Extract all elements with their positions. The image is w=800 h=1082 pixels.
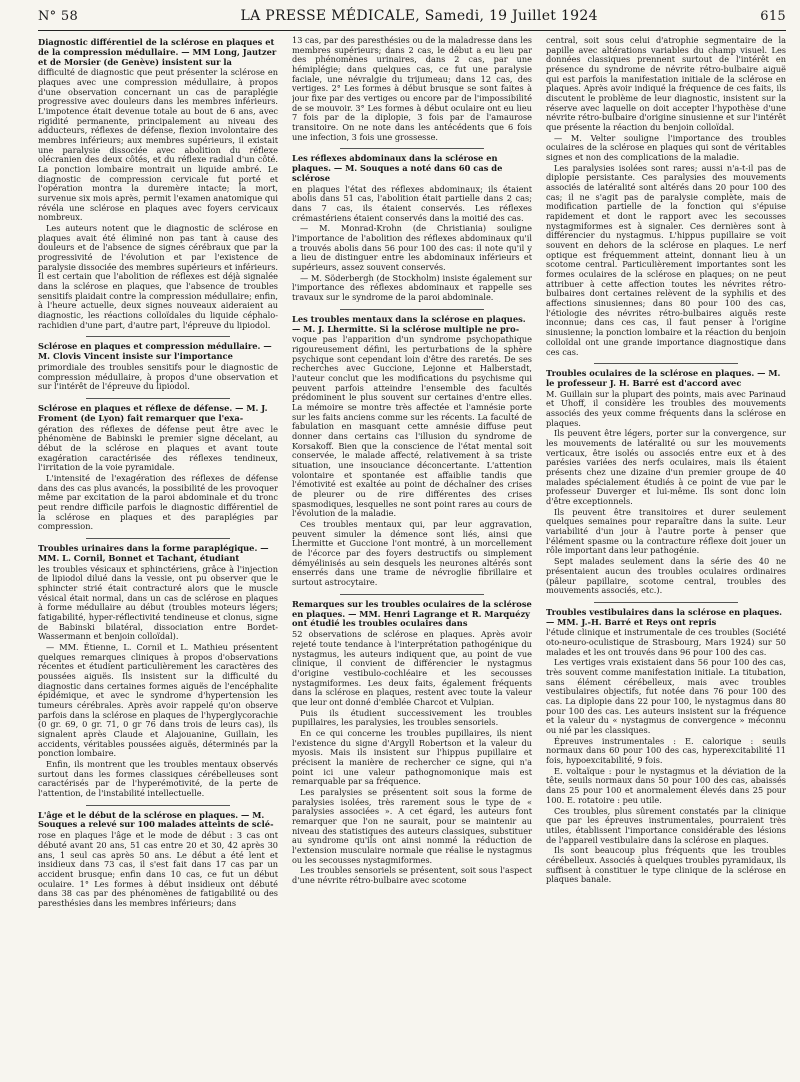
article-heading: Troubles oculaires de la sclérose en plaques. — M. le professeur J. H. Barré est d'accord avec <box>546 368 781 388</box>
article <box>38 404 278 532</box>
article-heading: L'âge et le début de la sclérose en plaques. — M. Souques a relevé sur 100 malades atteints de sclé- <box>38 809 274 830</box>
article-paragraph: primordiale des troubles sensitifs pour le diagnostic de compression médullaire, à propos d'une observation et sur l'intérêt de l'épreuve du lipiodol. <box>38 362 278 392</box>
article-heading: Remarques sur les troubles oculaires de la sclérose en plaques. — MM. Henri Lagrange et R. Marquézy ont étudié les troubles oculaires dans <box>292 598 532 629</box>
article-separator <box>340 309 484 310</box>
article-paragraph: les troubles vésicaux et sphinctériens, grâce à l'injection de lipiodol dilué dans la vessie, ont pu observer que le sphincter strié était contracturé alors que le muscle vésical était normal, dans un cas de sclérose en plaques à forme médullaire au début (troubles moteurs légers; fatigabilité, hyper-réflectivité tendineuse et clonus, signe de Babinski bilatéral, dissociation entre Bordet-Wassermann et benjoin colloïdal). <box>38 563 278 642</box>
article-separator <box>86 336 230 337</box>
article-paragraph: — M. Monrad-Krohn (de Christiania) souligne l'importance de l'abolition des réflexes abdominaux qu'il a trouvés abolis dans 56 pour 100 des cas: il note qu'il y a lieu de distinguer entre les abdominaux inférieurs et supérieurs, assez souvent conservés. <box>292 223 532 273</box>
article-separator <box>86 398 230 399</box>
article <box>38 342 278 392</box>
article-paragraph: 13 cas, par des paresthésies ou de la maladresse dans les membres supérieurs; dans 2 cas, le début a eu lieu par des phénomènes urinaires, dans 2 cas, par une hémiplégie; dans quelques cas, ce fut une paralysie faciale, une névralgie du trijumeau; dans 12 cas, des vertiges. 2° Les formes à début brusque se sont faites à jour fixe par des vertiges ou encore par de l'impossibilité de se mouvoir. 3° Les formes à début oculaire ont eu lieu 7 fois par de la diplopie, 3 fois par de l'amaurose transitoire. On ne note dans les antécédents que 6 fois une infection, 3 fois une grossesse. <box>292 36 532 142</box>
article-heading: Troubles vestibulaires dans la sclérose en plaques. — MM. J.-H. Barré et Reys ont repris <box>546 606 783 627</box>
article-paragraph: E. voltaïque : pour le nystagmus et la déviation de la tête, seuils normaux dans 50 pour 100 des cas, abaissés dans 25 pour 100 et anormalement élevés dans 25 pour 100. E. rotatoire : peu utile. <box>546 765 786 805</box>
article-paragraph: gération des réflexes de défense peut être avec le phénomène de Babinski le premier signe décelant, au début de la sclérose en plaques et avant toute exagération caractérisée des réflexes tendineux, l'irritation de la voie pyramidale. <box>38 423 278 473</box>
article-heading: Les troubles mentaux dans la sclérose en plaques. — M. J. Lhermitte. Si la sclérose multiple ne pro- <box>292 313 526 334</box>
article-paragraph: L'intensité de l'exagération des réflexes de défense dans des cas plus avancés, la possibilité de les provoquer même par excitation de la paroi abdominale et du tronc peut rendre difficile parfois le diagnostic différentiel de la sclérose en plaques et des paraplégies par compression. <box>38 472 278 532</box>
article-paragraph: Puis ils étudient successivement les troubles pupillaires, les paralysies, les troubles sensoriels. <box>292 707 532 728</box>
article-heading: Sclérose en plaques et compression médullaire. — M. Clovis Vincent insiste sur l'importance <box>38 341 272 362</box>
article <box>292 154 532 302</box>
article-paragraph: En ce qui concerne les troubles pupillaires, ils nient l'existence du signe d'Argyll Robertson et la valeur du myosis. Mais ils insistent sur l'hippus pupillaire et précisent la manière de rechercher ce signe, qui n'a point ici une valeur pathognomonique mais est remarquable par sa fréquence. <box>292 727 532 787</box>
article-paragraph: Ces troubles mentaux qui, par leur aggravation, peuvent simuler la démence sont liés, ainsi que Lhermitte et Guccione l'ont montré, à un morcellement de l'écorce par des foyers destructifs ou simplement démyélinisés au sein desquels les neurones altérés sont enserrés dans une trame de névroglie fibrillaire et surtout astrocytaire. <box>292 519 532 588</box>
article-separator <box>86 805 230 806</box>
article <box>38 38 278 330</box>
article-heading: Sclérose en plaques et réflexe de défense. — M. J. Froment (de Lyon) fait remarquer que l'exa- <box>38 403 268 423</box>
publication-title: LA PRESSE MÉDICALE, Samedi, 19 Juillet 1924 <box>240 8 598 24</box>
article-paragraph: 52 observations de sclérose en plaques. Après avoir rejeté toute tendance à l'interprétation pathogénique du nystagmus, les auteurs indiquent que, au point de vue clinique, il convient de différencier le nystagmus d'origine vestibulo-cochléaire et les secousses nystagmiformes. Les deux faits, également fréquents dans la sclérose en plaques, restent avec toute la valeur que leur ont donné d'emblée Charcot et Vulpian. <box>292 629 532 707</box>
article <box>292 600 532 886</box>
page-number: 615 <box>760 9 786 24</box>
article-paragraph: — M. Söderbergh (de Stockholm) insiste également sur l'importance des réflexes abdominaux et rappelle ses travaux sur le syndrome de la paroi abdominale. <box>292 272 532 303</box>
article-paragraph: Ils sont beaucoup plus fréquents que les troubles cérébelleux. Associés à quelques troubles pyramidaux, ils suffisent à constituer le type clinique de la sclérose en plaques banale. <box>546 845 786 885</box>
article-paragraph: difficulté de diagnostic que peut présenter la sclérose en plaques avec une compression médullaire, à propos d'une observation concernant un cas de paraplégie progressive avec douleurs dans les membres inférieurs. L'impotence était devenue totale au bout de 6 ans, avec rigidité permanente, principalement au niveau des adducteurs, réflexes de défense, flexion involontaire des membres inférieurs; aux membres supérieurs, il existait une paralysie dissociée avec abolition du réflexe olécranien des deux côtés, et du réflexe radial d'un côté. La ponction lombaire montrait un liquide ambré. Le diagnostic de compression cervicale fut porté et l'opération montra la duremère intacte; la mort, survenue six mois après, permit l'examen anatomique qui révéla une sclérose en plaques avec foyers cervicaux nombreux. <box>38 67 278 223</box>
column-2 <box>292 36 532 1076</box>
article <box>292 36 532 142</box>
article <box>546 36 786 357</box>
issue-number: N° 58 <box>38 9 79 24</box>
article-paragraph: rose en plaques l'âge et le mode de début : 3 cas ont débuté avant 20 ans, 51 cas entre 20 et 30, 42 après 30 ans, 1 seul cas après 50 ans. Le début a été lent et insidieux dans 73 cas, il s'est fait dans 17 cas par un accident brusque; enfin dans 10 cas, ce fut un début oculaire. 1° Les formes à début insidieux ont débuté dans 38 cas par des phénomènes de fatigabilité ou des paresthésies dans les membres inférieurs; dans <box>38 830 278 908</box>
article <box>292 315 532 588</box>
article-paragraph: Sept malades seulement dans la série des 40 ne présentaient aucun des troubles oculaires ordinaires (pâleur papillaire, scotome central, troubles des mouvements associés, etc.). <box>546 556 786 596</box>
article-paragraph: l'étude clinique et instrumentale de ces troubles (Société oto-neuro-oculistique de Strasbourg, Mars 1924) sur 50 malades et les ont trouvés dans 96 pour 100 des cas. <box>546 627 786 657</box>
article-paragraph: Les paralysies isolées sont rares; aussi n'a-t-il pas de diplopie persistante. Ces paralysies des mouvements associés de latéralité sont altérés dans 20 pour 100 des cas; il ne s'agit pas de paralysie complète, mais de modification partielle de la fonction qui s'épuise rapidement et dont le rapport avec les secousses nystagmiformes est à signaler. Ces dernières sont à différencier du nystagmus. L'hippus pupillaire se voit souvent en dehors de la sclérose en plaques. Le nerf optique est fréquemment atteint, donnant lieu à un scotome central. Particulièrement importantes sont les formes oculaires de la sclérose en plaques; on ne peut attribuer à cette affection toutes les névrites rétro-bulbaires dont certaines relèvent de la syphilis et des affections sinusiennes; dans 80 pour 100 des cas, l'étiologie des névrites rétro-bulbaires aiguës reste inconnue; dans ces cas, il faut penser à l'origine sinusienne; la ponction lombaire et la réaction du benjoin colloïdal ont une grande importance diagnostique dans ces cas. <box>546 162 786 357</box>
article-separator <box>86 538 230 539</box>
article-paragraph: Les auteurs notent que le diagnostic de sclérose en plaques avait été éliminé non pas tant à cause des douleurs et de l'absence de signes cérébraux que par la progressivité de l'évolution et par l'existence de paralysie dissociée des membres supérieurs et inférieurs. Il est certain que l'abolition de réflexes est déjà signalée dans la sclérose en plaques, que l'absence de troubles sensitifs plaidait contre la compression médullaire; enfin, à l'heure actuelle, deux signes nouveaux aideraient au diagnostic, les réactions colloïdales du liquide céphalo-rachidien d'une part, d'autre part, l'épreuve du lipiodol. <box>38 223 278 330</box>
article-paragraph: en plaques l'état des réflexes abdominaux; ils étaient abolis dans 51 cas, l'abolition était partielle dans 2 cas; dans 7 cas, ils étaient conservés. Les réflexes crémastériens étaient conservés dans la moitié des cas. <box>292 183 532 223</box>
article-paragraph: Les paralysies se présentent soit sous la forme de paralysies isolées, très rarement sous le type de « paralysies associées ». A cet égard, les auteurs font remarquer que l'on ne saurait, pour se maintenir au niveau des statistiques des auteurs classiques, substituer au syndrome qu'ils ont ainsi nommé la réduction de l'extension musculaire normale que réalise le nystagmus ou les secousses nystagmiformes. <box>292 786 532 865</box>
column-3 <box>546 36 786 1076</box>
article-paragraph: M. Guillain sur la plupart des points, mais avec Parinaud et Uhoff, il considère les troubles des mouvements associés des yeux comme fréquents dans la sclérose en plaques. <box>546 388 786 428</box>
article-separator <box>340 594 484 595</box>
article <box>38 544 278 799</box>
page-header <box>38 8 786 30</box>
article-paragraph: Les troubles sensoriels se présentent, soit sous l'aspect d'une névrite rétro-bulbaire avec scotome <box>292 865 532 885</box>
article-paragraph: voque pas l'apparition d'un syndrome psychopathique rigoureusement défini, les perturbations de la sphère psychique sont cependant loin d'être des raretés. De ses recherches avec Guccione, Lejonne et Halberstadt, l'auteur conclut que les modifications du psychisme qui peuvent parfois atteindre l'ensemble des facultés prédominent le plus souvent sur certaines d'entre elles. La mémoire se montre très affectée et l'amnésie porte sur les faits anciens comme sur les récents. La faculté de fabulation en masquant cette amnésie diffuse peut donner dans certains cas l'illusion du syndrome de Korsakoff. Bien que la conscience de l'état mental soit conservée, le malade affecté, relativement à sa triste situation, une insouciance déconcertante. L'attention volontaire et spontanée est affaiblie tandis que l'émotivité est exaltée au point de déchaîner des crises de pleurer ou de rire différentes des crises spasmodiques, lesquelles ne sont point rares au cours de l'évolution de la maladie. <box>292 334 532 519</box>
article-heading: Troubles urinaires dans la forme paraplégique. — MM. L. Cornil, Bonnet et Tachant, étudiant <box>38 543 269 563</box>
article-paragraph: Ils peuvent être légers, porter sur la convergence, sur les mouvements de latéralité ou sur les mouvements verticaux, être isolés ou associés entre eux et à des parésies variées des nerfs oculaires, mais ils étaient présents chez une dizaine d'un premier groupe de 40 malades spécialement étudiés à ce point de vue par le professeur Duverger et lui-même. Ils sont donc loin d'être exceptionnels. <box>546 428 786 507</box>
article-paragraph: Ils peuvent être transitoires et durer seulement quelques semaines pour reparaître dans la suite. Leur variabilité d'un jour à l'autre porte à penser que l'élément spasme ou la contracture réflexe doit jouer un rôle important dans leur pathogénie. <box>546 506 786 556</box>
article-paragraph: Épreuves instrumentales : E. calorique : seuils normaux dans 60 pour 100 des cas, hyperexcitabilité 11 fois, hypoexcitabilité, 9 fois. <box>546 735 786 766</box>
article <box>38 811 278 909</box>
article-separator <box>340 148 484 149</box>
article <box>546 369 786 596</box>
article-paragraph: Les vertiges vrais existaient dans 56 pour 100 des cas, très souvent comme manifestation initiale. La titubation, sans élément cérébelleux, mais avec troubles vestibulaires objectifs, fut notée dans 76 pour 100 des cas. La diplopie dans 22 pour 100, le nystagmus dans 80 pour 100 des cas. Les auteurs insistent sur la fréquence et la valeur du « nystagmus de convergence » méconnu ou nié par les classiques. <box>546 657 786 736</box>
article-paragraph: central, soit sous celui d'atrophie segmentaire de la papille avec altérations variables du champ visuel. Les données classiques prennent surtout de l'intérêt en présence du syndrome de névrite rétro-bulbaire aiguë qui est parfois la manifestation initiale de la sclérose en plaques. Après avoir indiqué la fréquence de ces faits, ils discutent le problème de leur diagnostic, insistent sur la réserve avec laquelle on doit accepter l'hypothèse d'une névrite rétro-bulbaire d'origine sinusienne et sur l'intérêt que présente la réaction du benjoin colloïdal. <box>546 36 786 133</box>
article-separator <box>594 363 738 364</box>
article-paragraph: Ces troubles, plus sûrement constatés par la clinique que par les épreuves instrumentales, pourraient très utiles, établissent l'importance considérable des lésions de l'appareil vestibulaire dans la sclérose en plaques. <box>546 805 786 845</box>
article-separator <box>594 602 738 603</box>
article-heading: Les réflexes abdominaux dans la sclérose en plaques. — M. Souques a noté dans 60 cas de sclérose <box>292 153 503 183</box>
article <box>546 608 786 885</box>
article-paragraph: — MM. Étienne, L. Cornil et L. Mathieu présentent quelques remarques cliniques à propos d'observations récentes et étudient particulièrement les caractères des poussées aiguës. Ils insistent sur la difficulté du diagnostic dans certaines formes aiguës de l'encéphalite épidémique, et avec le syndrome d'hypertension les tumeurs cérébrales. Après avoir rappelé qu'on observe parfois dans la sclérose en plaques de l'hyperglycorachie (0 gr. 69, 0 gr. 71, 0 gr 76 dans trois de leurs cas), ils signalent après Claude et Alajouanine, Guillain, les accidents, véritables poussées aiguës, déterminés par la ponction lombaire. <box>38 641 278 759</box>
article-heading: Diagnostic différentiel de la sclérose en plaques et de la compression médullaire. — MM Long, Jautzer et de Morsier (de Genève) insistent sur la <box>38 37 277 67</box>
header-rule <box>38 30 786 31</box>
columns <box>38 36 786 1076</box>
article-paragraph: Enfin, ils montrent que les troubles mentaux observés surtout dans les formes classiques cérébelleuses sont caractérisés par de l'hyperémotivité, de la perte de l'attention, de l'instabilité intellectuelle. <box>38 759 278 799</box>
article-paragraph: — M. Velter souligne l'importance des troubles oculaires de la sclérose en plaques qui sont de véritables signes et non des complications de la maladie. <box>546 132 786 163</box>
column-1 <box>38 36 278 1076</box>
